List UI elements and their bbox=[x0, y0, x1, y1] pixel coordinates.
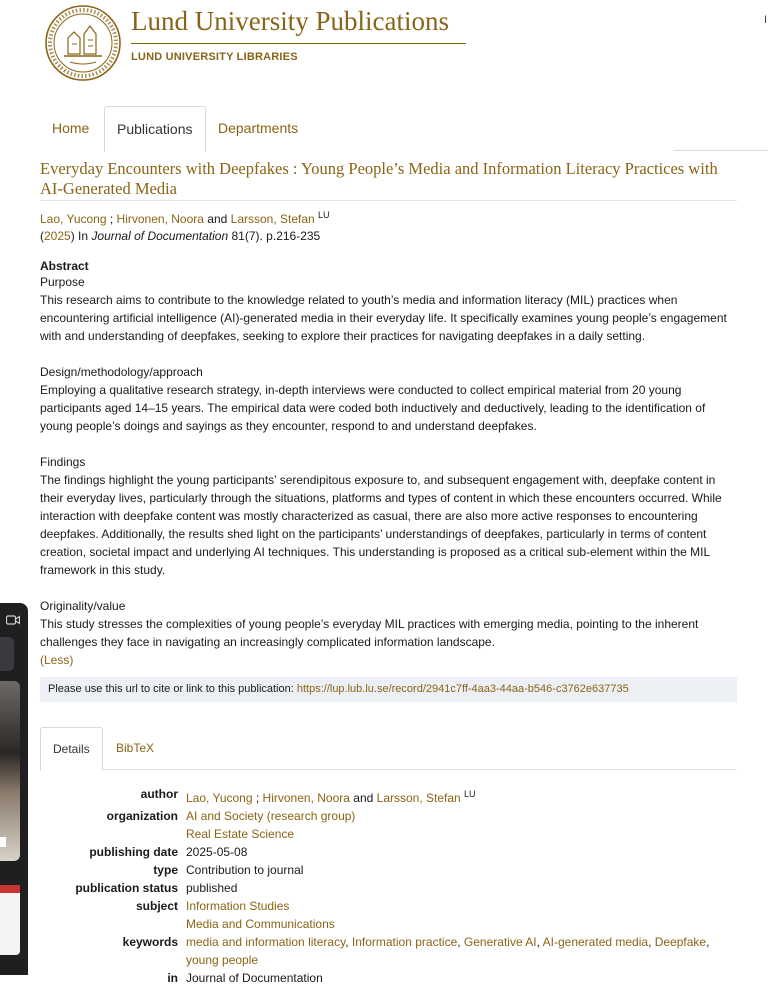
detail-row-subject bbox=[40, 897, 737, 933]
detail-row-author bbox=[40, 785, 737, 807]
publication-type: Contribution to journal bbox=[186, 863, 304, 877]
volume-pages: 81(7). p.216-235 bbox=[231, 229, 321, 243]
abstract-section-text: This study stresses the complexities of young people’s everyday MIL practices with emerging media, pointing to the inherent challenges they face in navigating an increasingly complicated information landscape. bbox=[40, 617, 699, 649]
video-call-overlay[interactable] bbox=[0, 603, 28, 975]
nav-tab-home[interactable]: Home bbox=[52, 120, 90, 136]
nav-divider bbox=[674, 150, 768, 151]
keyword-link[interactable]: media and information literacy bbox=[186, 935, 346, 949]
lund-university-seal-icon[interactable] bbox=[44, 4, 122, 82]
author-and: and bbox=[353, 791, 374, 805]
less-toggle[interactable]: (Less) bbox=[40, 653, 74, 667]
title-rule bbox=[131, 43, 466, 44]
site-title[interactable]: Lund University Publications bbox=[131, 6, 449, 36]
detail-row-organization bbox=[40, 807, 737, 843]
keyword-link[interactable]: Generative AI bbox=[463, 935, 537, 949]
cropped-header-link[interactable]: I bbox=[764, 14, 768, 26]
site-subtitle[interactable]: LUND UNIVERSITY LIBRARIES bbox=[131, 51, 298, 63]
detail-row-keywords: keywords media and information literacy, Information practice, Generative AI, AI-generated media, Deepfake, young people bbox=[40, 933, 737, 969]
cite-prefix: Please use this url to cite or link to this publication: bbox=[48, 683, 294, 695]
keyword-link[interactable]: Information practice bbox=[351, 935, 458, 949]
organization-link[interactable]: Real Estate Science bbox=[186, 827, 295, 841]
video-camera-icon[interactable] bbox=[6, 615, 20, 625]
author-and: and bbox=[207, 212, 228, 226]
lu-badge: LU bbox=[464, 789, 476, 799]
author-line bbox=[40, 210, 330, 226]
in-word: In bbox=[78, 229, 89, 243]
tab-bibtex[interactable]: BibTeX bbox=[116, 741, 155, 755]
abstract bbox=[40, 259, 740, 669]
lu-badge: LU bbox=[318, 210, 330, 220]
abstract-section-heading: Purpose bbox=[40, 275, 85, 289]
author-link[interactable]: Larsson, Stefan bbox=[230, 212, 315, 226]
overlay-control[interactable] bbox=[0, 637, 14, 671]
keyword-link[interactable]: Deepfake bbox=[654, 935, 707, 949]
abstract-section-heading: Findings bbox=[40, 455, 86, 469]
organization-link[interactable]: AI and Society (research group) bbox=[186, 809, 356, 823]
title-divider bbox=[40, 200, 737, 201]
detail-label: in bbox=[167, 971, 178, 985]
detail-label: author bbox=[140, 787, 178, 801]
detail-label: organization bbox=[106, 809, 178, 823]
abstract-section-heading: Originality/value bbox=[40, 599, 126, 613]
publication-title: Everyday Encounters with Deepfakes : Young People’s Media and Information Literacy Practices with AI-Generated Media bbox=[40, 159, 718, 198]
overlay-small-icon bbox=[0, 837, 6, 847]
detail-label: subject bbox=[135, 899, 178, 913]
detail-row-type bbox=[40, 861, 737, 879]
citation-line: (2025) In Journal of Documentation 81(7). p.216-235 bbox=[40, 229, 321, 243]
detail-row-status bbox=[40, 879, 737, 897]
detail-label: type bbox=[153, 863, 178, 877]
nav-tab-publications[interactable]: Publications bbox=[104, 106, 206, 152]
author-link[interactable]: Hirvonen, Noora bbox=[262, 791, 350, 805]
detail-label: keywords bbox=[122, 935, 178, 949]
keyword-link[interactable]: young people bbox=[186, 953, 259, 967]
abstract-section-text: This research aims to contribute to the knowledge related to youth’s media and information literacy (MIL) practices when encountering artificial intelligence (AI)-generated media in their everyday life. It specifically examines young people’s engagement with and understanding of deepfakes, seeking to explore their practices for navigating deepfakes in a daily setting. bbox=[40, 293, 727, 343]
abstract-heading: Abstract bbox=[40, 259, 89, 273]
tab-details[interactable]: Details bbox=[40, 727, 103, 771]
keyword-link[interactable]: AI-generated media bbox=[542, 935, 649, 949]
author-separator: ; bbox=[255, 791, 260, 805]
detail-label: publication status bbox=[75, 881, 178, 895]
abstract-section-text: The findings highlight the young participants’ serendipitous exposure to, and subsequent engagement with, deepfake content in their everyday lives, particularly through the situations, platforms and types of content in which these encounters occurred. While interaction with deepfake content was mostly characterized as casual, there are also more active responses to encountering deepfakes. Additionally, the results shed light on the participants’ understandings of deepfakes, particularly in terms of content creation, societal impact and underlying AI techniques. This understanding is proposed as a critical sub-element within the MIL framework in this study. bbox=[40, 473, 722, 577]
video-feed-thumbnail bbox=[0, 681, 20, 861]
subject-link[interactable]: Information Studies bbox=[186, 899, 290, 913]
detail-label: publishing date bbox=[89, 845, 178, 859]
abstract-section-text: Employing a qualitative research strategy, in-depth interviews were conducted to collect empirical material from 20 young participants aged 14–15 years. The empirical data were coded both inductively and deductively, leading to the identification of young people’s doings and sayings as they encounter, respond to and understand deepfakes. bbox=[40, 383, 706, 433]
journal-name: Journal of Documentation bbox=[91, 229, 229, 243]
detail-row-publishing-date bbox=[40, 843, 737, 861]
app-thumbnail[interactable] bbox=[0, 885, 20, 955]
author-separator: ; bbox=[109, 212, 114, 226]
author-link[interactable]: Larsson, Stefan bbox=[376, 791, 461, 805]
subject-link[interactable]: Media and Communications bbox=[186, 917, 335, 931]
year-link[interactable]: 2025 bbox=[44, 229, 71, 243]
author-link[interactable]: Lao, Yucong bbox=[186, 791, 253, 805]
cite-url-link[interactable]: https://lup.lub.lu.se/record/2941c7ff-4aa3-44aa-b546-c3762e637735 bbox=[296, 683, 629, 695]
nav-tab-departments[interactable]: Departments bbox=[218, 120, 299, 136]
publication-status: published bbox=[186, 881, 238, 895]
publishing-date: 2025-05-08 bbox=[186, 845, 248, 859]
detail-row-in bbox=[40, 969, 737, 987]
abstract-section-heading: Design/methodology/approach bbox=[40, 365, 203, 379]
journal-value: Journal of Documentation bbox=[186, 971, 323, 985]
author-link[interactable]: Lao, Yucong bbox=[40, 212, 107, 226]
details-table bbox=[40, 785, 737, 987]
cite-url-bar bbox=[40, 677, 737, 702]
author-link[interactable]: Hirvonen, Noora bbox=[116, 212, 204, 226]
detail-tabs bbox=[40, 727, 737, 770]
